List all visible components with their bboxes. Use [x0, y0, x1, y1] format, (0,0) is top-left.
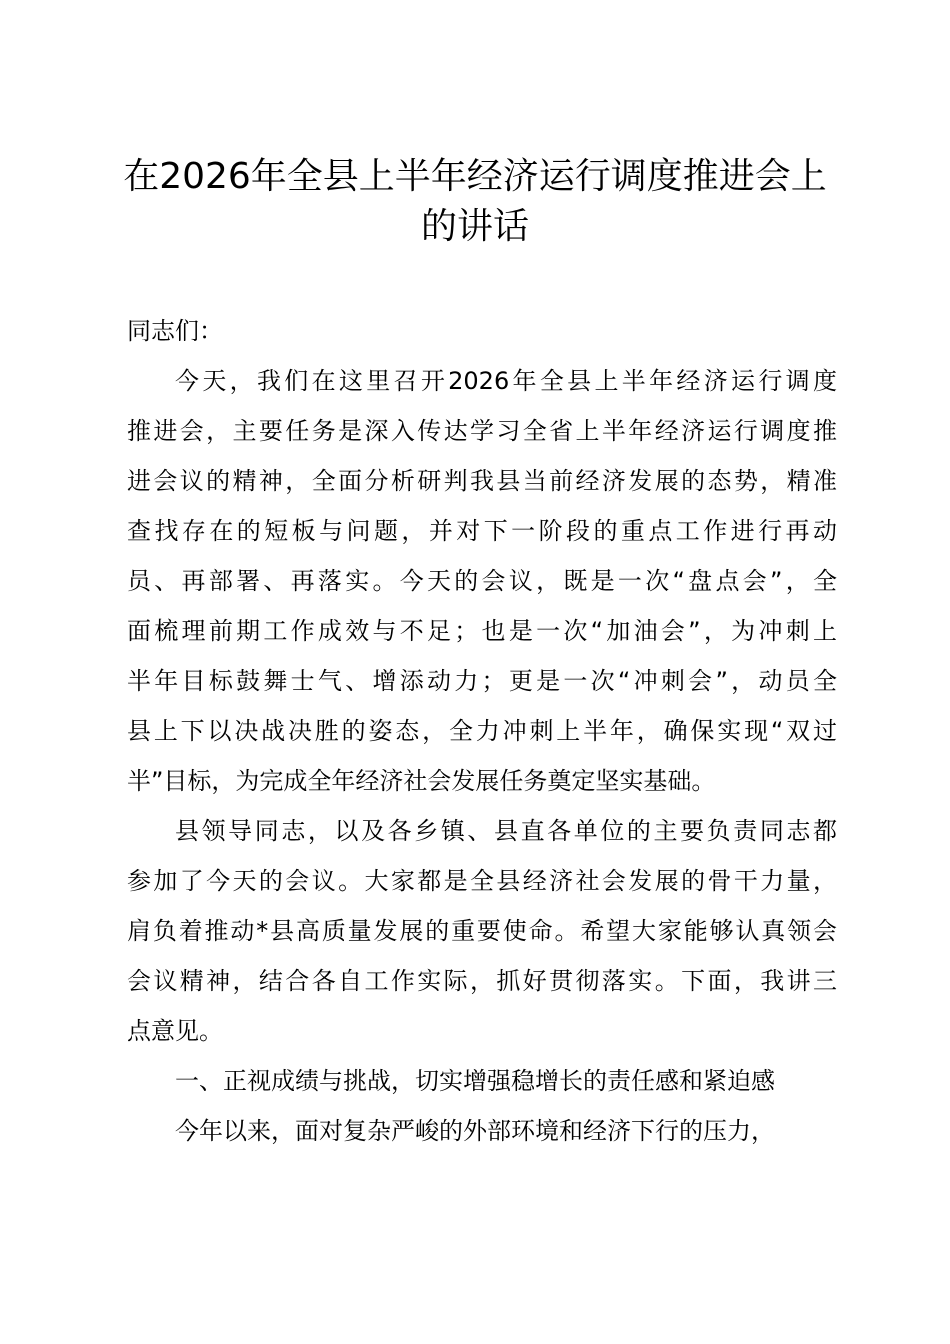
paragraph-1-line-6: 面梳理前期工作成效与不足；也是一次“加油会”，为冲刺上 — [127, 617, 837, 645]
paragraph-2-line-4: 会议精神，结合各自工作实际，抓好贯彻落实。下面，我讲三 — [127, 967, 837, 995]
paragraph-1-line-9: 半”目标，为完成全年经济社会发展任务奠定坚实基础。 — [127, 767, 716, 795]
document-title — [0, 152, 950, 252]
paragraph-3-line-1: 今年以来，面对复杂严峻的外部环境和经济下行的压力， — [175, 1117, 775, 1145]
paragraph-1-line-5: 员、再部署、再落实。今天的会议，既是一次“盘点会”，全 — [127, 567, 837, 595]
paragraph-1-line-7: 半年目标鼓舞士气、增添动力；更是一次“冲刺会”，动员全 — [127, 667, 837, 695]
document-body — [127, 306, 837, 1156]
greeting: 同志们： — [127, 317, 223, 345]
paragraph-1-line-3: 进会议的精神，全面分析研判我县当前经济发展的态势，精准 — [127, 467, 837, 495]
paragraph-1-line-4: 查找存在的短板与问题，并对下一阶段的重点工作进行再动 — [127, 517, 837, 545]
title-line-1: 在2026年全县上半年经济运行调度推进会上 — [123, 156, 827, 197]
section-heading: 一、正视成绩与挑战，切实增强稳增长的责任感和紧迫感 — [175, 1067, 775, 1095]
paragraph-1-line-1: 今天，我们在这里召开2026年全县上半年经济运行调度 — [175, 367, 837, 395]
paragraph-2-line-3: 肩负着推动*县高质量发展的重要使命。希望大家能够认真领会 — [127, 917, 837, 945]
paragraph-1-line-2: 推进会，主要任务是深入传达学习全省上半年经济运行调度推 — [127, 417, 837, 445]
paragraph-2-line-5: 点意见。 — [127, 1017, 223, 1045]
title-line-2: 的讲话 — [420, 206, 529, 247]
paragraph-1-line-8: 县上下以决战决胜的姿态，全力冲刺上半年，确保实现“双过 — [127, 717, 837, 745]
paragraph-2-line-2: 参加了今天的会议。大家都是全县经济社会发展的骨干力量， — [127, 867, 837, 895]
paragraph-2-line-1: 县领导同志，以及各乡镇、县直各单位的主要负责同志都 — [175, 817, 837, 845]
